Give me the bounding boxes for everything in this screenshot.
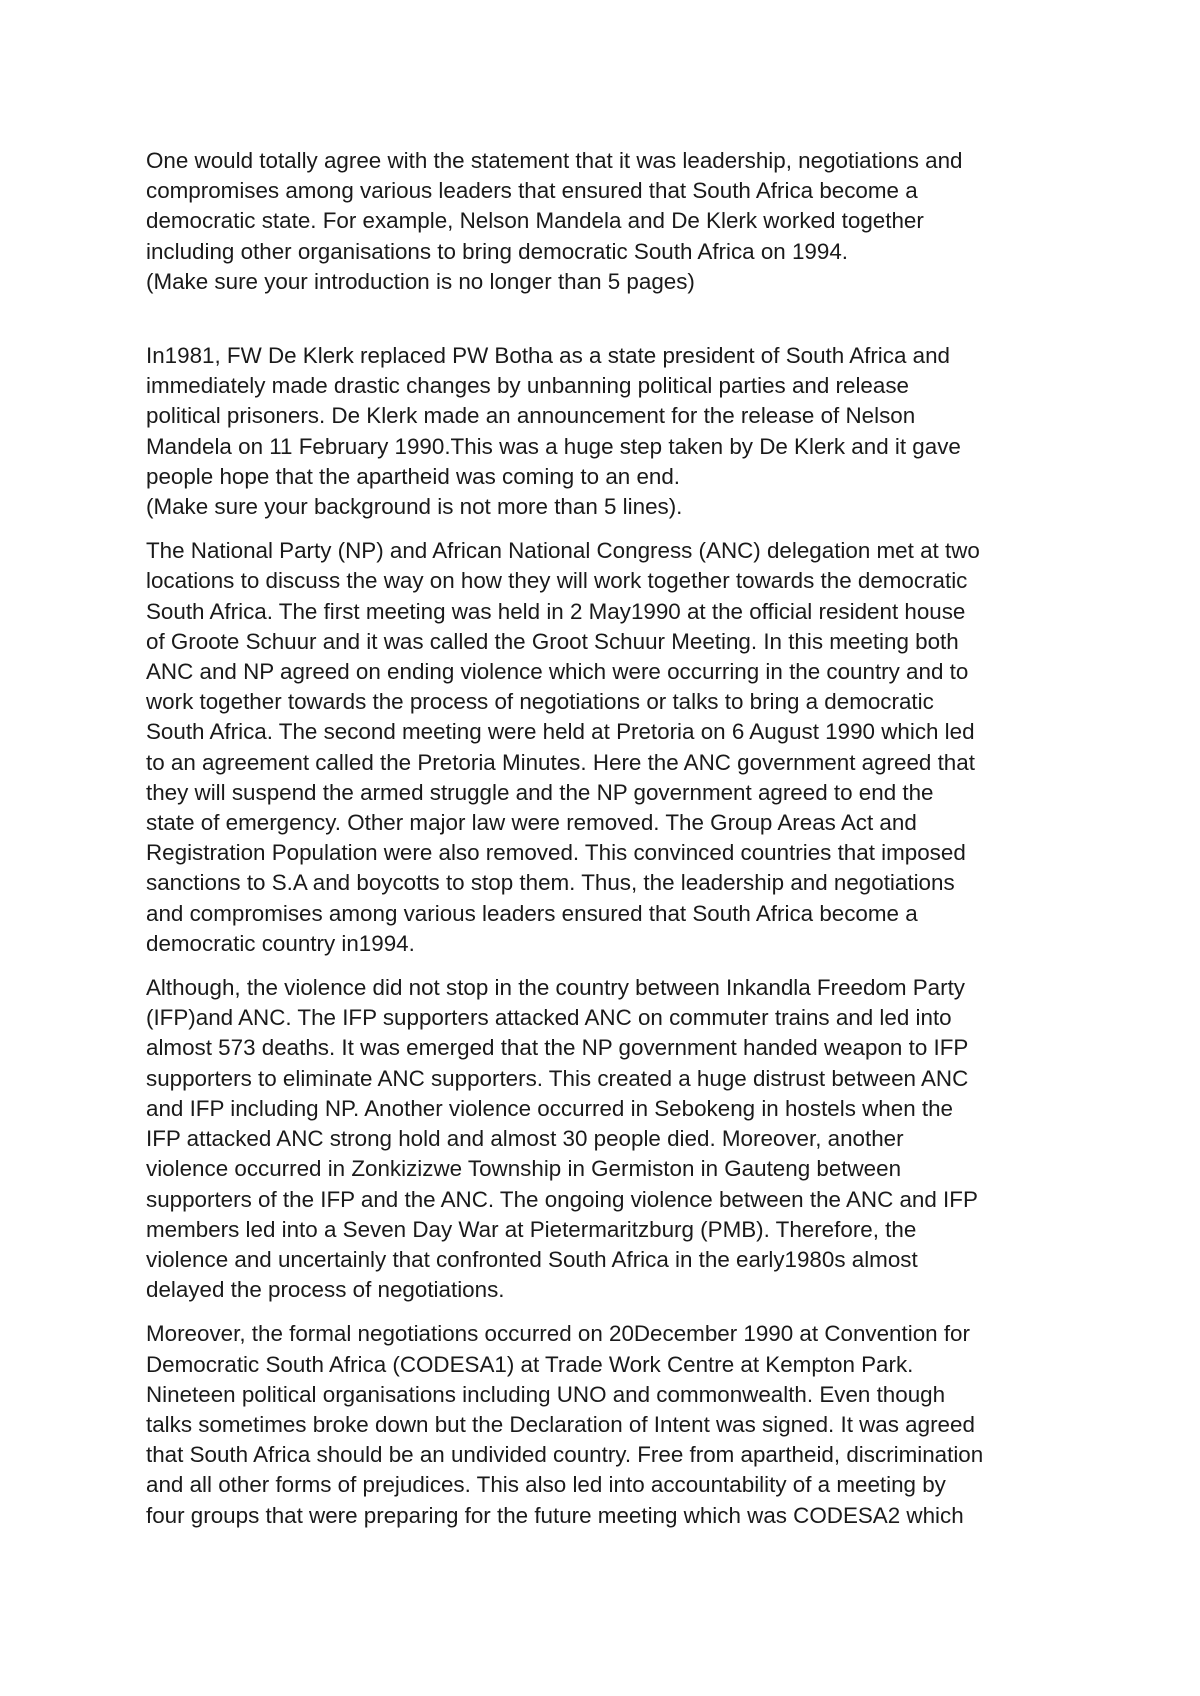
background-paragraph <box>146 341 1080 522</box>
text-line: ANC and NP agreed on ending violence which were occurring in the country and to <box>146 659 969 685</box>
text-line: locations to discuss the way on how they will work together towards the democratic <box>146 568 968 594</box>
body-paragraph-violence <box>146 973 1080 1305</box>
text-line: democratic country in1994. <box>146 930 415 956</box>
text-line: Although, the violence did not stop in the country between Inkandla Freedom Party <box>146 975 966 1001</box>
text-line: and compromises among various leaders ensured that South Africa become a <box>146 900 918 926</box>
text-line: The National Party (NP) and African National Congress (ANC) delegation met at two <box>146 538 980 564</box>
introduction-paragraph <box>146 146 1080 297</box>
text-line: IFP attacked ANC strong hold and almost 30 people died. Moreover, another <box>146 1126 904 1152</box>
text-line: Democratic South Africa (CODESA1) at Trade Work Centre at Kempton Park. <box>146 1351 914 1377</box>
paragraph-spacer <box>146 297 1080 341</box>
paragraph-spacer <box>146 959 1080 973</box>
text-line: democratic state. For example, Nelson Mandela and De Klerk worked together <box>146 208 924 234</box>
text-line: supporters of the IFP and the ANC. The ongoing violence between the ANC and IFP <box>146 1186 978 1212</box>
body-paragraph-codesa <box>146 1319 1080 1530</box>
body-paragraph-meetings <box>146 536 1080 959</box>
text-line: compromises among various leaders that ensured that South Africa become a <box>146 178 918 204</box>
text-line: sanctions to S.A and boycotts to stop them. Thus, the leadership and negotiations <box>146 870 955 896</box>
text-line: In1981, FW De Klerk replaced PW Botha as a state president of South Africa and <box>146 343 951 369</box>
text-line: South Africa. The first meeting was held in 2 May1990 at the official resident house <box>146 598 966 624</box>
instruction-note: (Make sure your background is not more than 5 lines). <box>146 494 683 520</box>
text-line: Moreover, the formal negotiations occurred on 20December 1990 at Convention for <box>146 1321 970 1347</box>
text-line: Registration Population were also removed. This convinced countries that imposed <box>146 840 966 866</box>
paragraph-spacer <box>146 522 1080 536</box>
text-line: (IFP)and ANC. The IFP supporters attacked ANC on commuter trains and led into <box>146 1005 952 1031</box>
text-line: political prisoners. De Klerk made an announcement for the release of Nelson <box>146 403 916 429</box>
text-line: four groups that were preparing for the future meeting which was CODESA2 which <box>146 1502 964 1528</box>
text-line: work together towards the process of negotiations or talks to bring a democratic <box>146 689 934 715</box>
text-line: immediately made drastic changes by unbanning political parties and release <box>146 373 909 399</box>
text-line: they will suspend the armed struggle and the NP government agreed to end the <box>146 779 934 805</box>
text-line: Nineteen political organisations including UNO and commonwealth. Even though <box>146 1381 946 1407</box>
instruction-note: (Make sure your introduction is no longer than 5 pages) <box>146 268 695 294</box>
text-line: supporters to eliminate ANC supporters. This created a huge distrust between ANC <box>146 1065 969 1091</box>
text-line: delayed the process of negotiations. <box>146 1277 505 1303</box>
text-line: and IFP including NP. Another violence occurred in Sebokeng in hostels when the <box>146 1095 954 1121</box>
text-line: talks sometimes broke down but the Declaration of Intent was signed. It was agreed <box>146 1411 975 1437</box>
text-line: and all other forms of prejudices. This also led into accountability of a meeting by <box>146 1472 946 1498</box>
text-line: members led into a Seven Day War at Pietermaritzburg (PMB). Therefore, the <box>146 1216 917 1242</box>
text-line: state of emergency. Other major law were removed. The Group Areas Act and <box>146 810 917 836</box>
text-line: One would totally agree with the statement that it was leadership, negotiations and <box>146 148 963 173</box>
text-line: Mandela on 11 February 1990.This was a huge step taken by De Klerk and it gave <box>146 433 961 459</box>
text-line: of Groote Schuur and it was called the Groot Schuur Meeting. In this meeting both <box>146 628 959 654</box>
text-line: including other organisations to bring democratic South Africa on 1994. <box>146 238 849 264</box>
text-line: almost 573 deaths. It was emerged that the NP government handed weapon to IFP <box>146 1035 969 1061</box>
text-line: South Africa. The second meeting were held at Pretoria on 6 August 1990 which led <box>146 719 975 745</box>
text-line: that South Africa should be an undivided country. Free from apartheid, discrimination <box>146 1442 984 1468</box>
text-line: people hope that the apartheid was coming to an end. <box>146 463 681 489</box>
text-line: to an agreement called the Pretoria Minutes. Here the ANC government agreed that <box>146 749 975 775</box>
text-line: violence and uncertainly that confronted South Africa in the early1980s almost <box>146 1246 918 1272</box>
text-line: violence occurred in Zonkizizwe Township in Germiston in Gauteng between <box>146 1156 902 1182</box>
paragraph-spacer <box>146 1305 1080 1319</box>
